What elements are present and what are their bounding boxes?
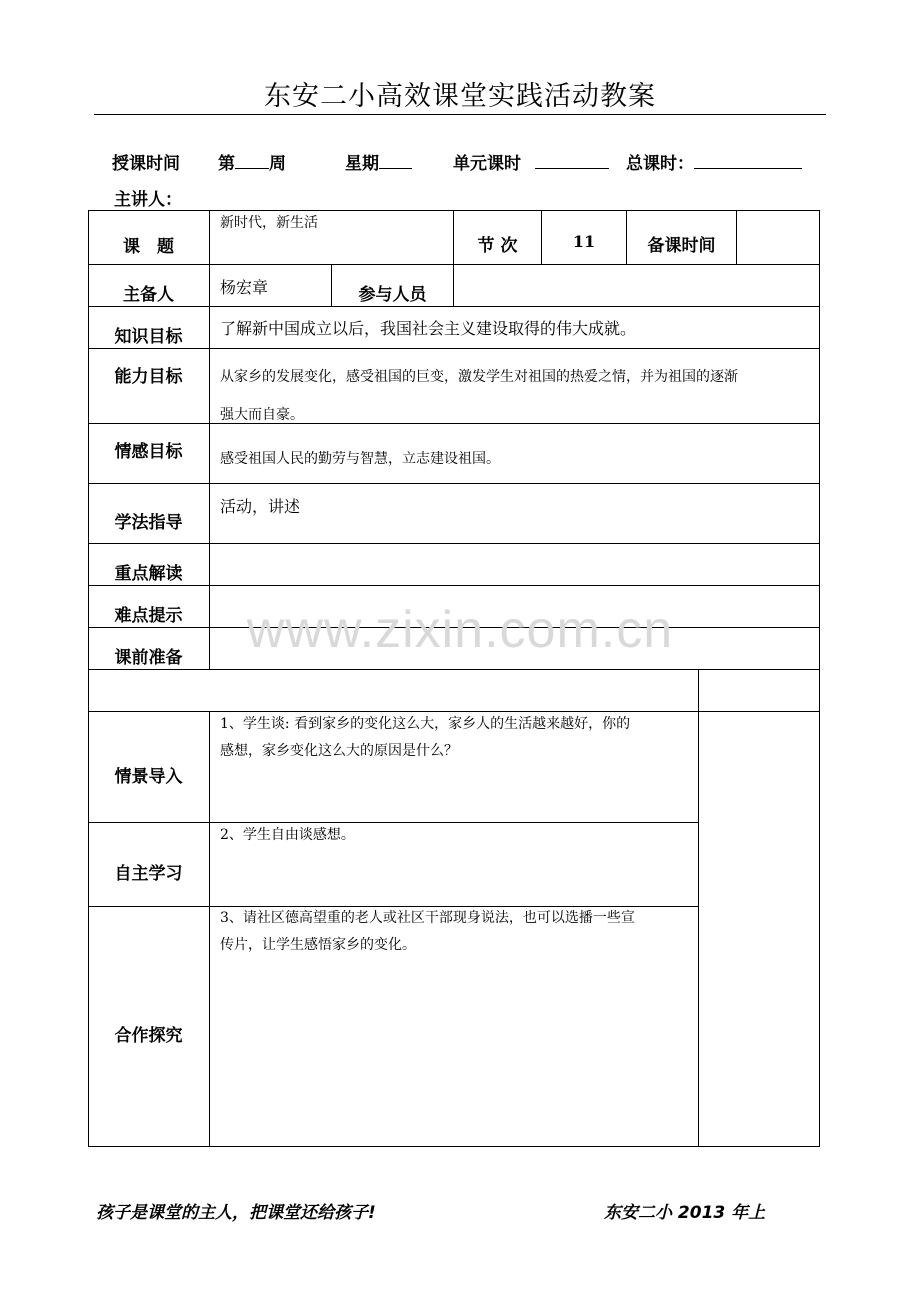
weekday-blank	[379, 154, 412, 169]
total-hours-blank	[694, 154, 802, 169]
intro-value	[220, 711, 630, 765]
study-method-label: 学法指导	[114, 513, 183, 533]
emotion-goal-label: 情感目标	[114, 442, 183, 462]
cooperative-inquiry-label: 合作探究	[114, 1026, 183, 1046]
ability-goal-line: 强大而自豪。	[220, 407, 304, 423]
unit-hours-field	[453, 149, 609, 174]
ability-goal-line: 从家乡的发展变化，感受祖国的巨变，激发学生对祖国的热爱之情，并为祖国的逐渐	[220, 369, 738, 385]
participants-label: 参与人员	[358, 285, 427, 305]
section-label: 节 次	[477, 236, 518, 256]
main-preparer-value: 杨宏章	[220, 278, 269, 297]
unit-hours-label: 单元课时	[453, 154, 521, 174]
section-value: 11	[572, 232, 596, 251]
footer-motto: 孩子是课堂的主人，把课堂还给孩子!	[96, 1203, 376, 1223]
intro-line: 1、学生谈: 看到家乡的变化这么大，家乡人的生活越来越好，你的	[220, 716, 631, 732]
intro-label: 情景导入	[114, 767, 183, 787]
emotion-goal-value: 感受祖国人民的勤劳与智慧，立志建设祖国。	[220, 451, 500, 467]
topic-value: 新时代，新生活	[220, 215, 318, 231]
main-preparer-label: 主备人	[123, 285, 174, 305]
presenter-label: 主讲人：	[114, 190, 182, 210]
week-field	[218, 149, 286, 174]
coop-line: 传片，让学生感悟家乡的变化。	[220, 937, 416, 953]
ability-goal-value	[220, 358, 738, 434]
prep-time-label: 备课时间	[647, 236, 716, 256]
footer-school-term: 东安二小 2013 年上	[604, 1203, 766, 1223]
ability-goal-label: 能力目标	[114, 367, 183, 387]
intro-line: 感想，家乡变化这么大的原因是什么？	[220, 743, 458, 759]
key-points-label: 重点解读	[114, 564, 183, 584]
week-prefix: 第	[218, 154, 235, 174]
self-study-label: 自主学习	[114, 864, 183, 884]
knowledge-goal-label: 知识目标	[114, 327, 183, 347]
weekday-field	[345, 149, 412, 174]
cooperative-inquiry-value	[220, 905, 635, 959]
coop-line: 3、请社区德高望重的老人或社区干部现身说法，也可以选播一些宣	[220, 910, 635, 926]
weekday-label: 星期	[345, 154, 379, 174]
self-study-value: 2、学生自由谈感想。	[220, 827, 355, 843]
total-hours-label: 总课时：	[626, 154, 694, 174]
topic-label: 课 题	[123, 237, 174, 257]
week-suffix: 周	[269, 154, 286, 174]
study-method-value: 活动，讲述	[220, 497, 301, 516]
class-time-label: 授课时间	[112, 154, 180, 174]
unit-hours-blank	[535, 154, 609, 169]
difficulty-label: 难点提示	[114, 606, 183, 626]
week-blank	[235, 154, 269, 169]
total-hours-field	[626, 149, 802, 174]
knowledge-goal-value: 了解新中国成立以后，我国社会主义建设取得的伟大成就。	[220, 319, 637, 338]
page-title: 东安二小高效课堂实践活动教案	[264, 81, 656, 112]
preparation-label: 课前准备	[114, 648, 183, 668]
title-divider	[94, 114, 826, 115]
watermark: www.zixin.com.cn	[246, 601, 674, 659]
